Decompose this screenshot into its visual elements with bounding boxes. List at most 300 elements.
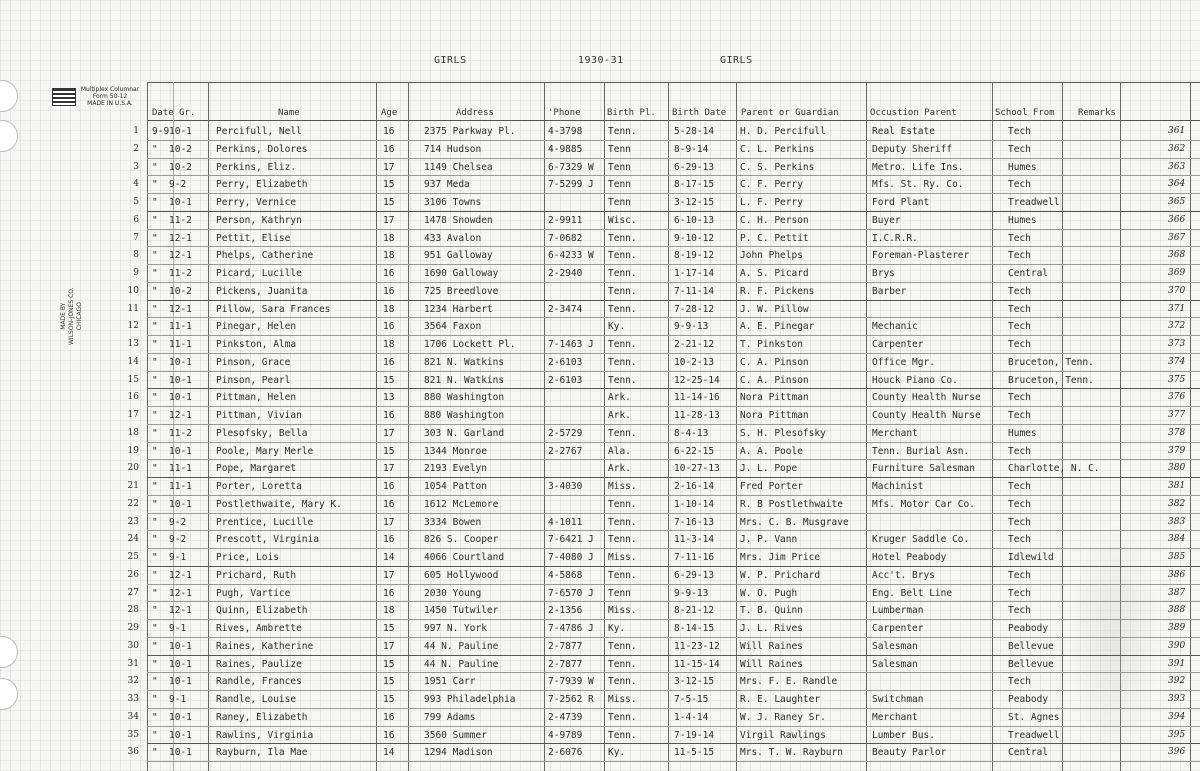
row-grade: 12-1 <box>169 250 192 262</box>
row-date: " <box>152 694 158 705</box>
row-number: 1 <box>133 126 139 136</box>
table-row <box>0 407 1200 425</box>
row-birth-place: Miss. <box>608 481 637 492</box>
table-row <box>0 283 1200 301</box>
row-parent: C. A. Pinson <box>740 356 809 368</box>
row-birth-date: 1-17-14 <box>674 268 715 279</box>
row-occupation: Machinist <box>872 481 924 492</box>
row-school: Tech <box>1008 676 1031 688</box>
row-number: 27 <box>127 587 139 598</box>
row-age: 17 <box>383 427 395 439</box>
row-birth-place: Tenn. <box>608 250 637 262</box>
row-date: " <box>152 392 158 404</box>
row-occupation: Mfs. St. Ry. Co. <box>872 179 964 191</box>
row-grade: 11-1 <box>169 321 192 333</box>
row-date: " <box>152 427 158 439</box>
row-occupation: Merchant <box>872 427 918 439</box>
row-grade: 11-2 <box>169 427 192 439</box>
row-number: 2 <box>133 143 139 154</box>
row-grade: 10-2 <box>169 143 192 155</box>
row-age: 16 <box>383 268 395 279</box>
row-age: 18 <box>383 303 395 315</box>
row-name: Porter, Loretta <box>216 481 302 492</box>
row-date: " <box>152 676 158 688</box>
row-number: 3 <box>133 161 139 172</box>
row-age: 18 <box>383 605 395 617</box>
row-date: " <box>152 623 158 634</box>
row-record-id: 379 <box>1168 445 1186 456</box>
row-phone: 2-2767 <box>548 445 583 457</box>
row-grade: 9-1 <box>169 694 187 705</box>
row-date: " <box>152 268 158 279</box>
row-date: " <box>152 481 158 492</box>
row-parent: C. F. Perry <box>740 179 803 191</box>
row-name: Pinson, Pearl <box>216 374 291 386</box>
row-parent: W. J. Raney Sr. <box>740 711 826 723</box>
row-record-id: 365 <box>1168 197 1186 207</box>
row-age: 15 <box>383 374 395 386</box>
table-row <box>0 176 1200 194</box>
row-record-id: 386 <box>1168 569 1186 580</box>
row-number: 33 <box>127 694 139 704</box>
row-grade: 10-1 <box>169 374 192 386</box>
row-birth-place: Tenn. <box>608 374 637 386</box>
row-number: 14 <box>127 356 139 367</box>
row-birth-place: Tenn. <box>608 676 637 688</box>
row-record-id: 385 <box>1168 552 1186 562</box>
row-grade: 9-2 <box>169 534 187 546</box>
row-parent: S. H. Plesofsky <box>740 427 826 439</box>
row-address: 880 Washington <box>424 392 505 404</box>
rule-line <box>147 82 1200 83</box>
table-row <box>0 301 1200 319</box>
row-phone: 6-4233 W <box>548 250 594 262</box>
row-school: Humes <box>1008 161 1037 173</box>
row-birth-date: 3-12-15 <box>674 197 715 208</box>
row-school: Bellevue <box>1008 640 1054 652</box>
row-school: Tech <box>1008 605 1031 617</box>
table-row <box>0 709 1200 727</box>
row-phone: 4-9885 <box>548 143 583 155</box>
row-phone: 2-6103 <box>548 356 583 368</box>
row-parent: A. E. Pinegar <box>740 321 815 333</box>
row-birth-date: 8-9-14 <box>674 143 709 155</box>
row-date: " <box>152 445 158 457</box>
row-name: Raney, Elizabeth <box>216 711 308 723</box>
row-birth-place: Tenn <box>608 197 631 208</box>
row-birth-date: 9-9-13 <box>674 321 709 333</box>
row-parent: A. S. Picard <box>740 268 809 279</box>
row-grade: 11-1 <box>169 463 192 475</box>
row-grade: 12-1 <box>169 569 192 581</box>
row-record-id: 373 <box>1168 339 1186 349</box>
row-address: 1706 Lockett Pl. <box>424 339 516 350</box>
row-record-id: 366 <box>1168 214 1186 225</box>
row-grade: 9-1 <box>169 552 187 563</box>
row-number: 28 <box>127 605 139 616</box>
row-number: 20 <box>127 463 139 474</box>
row-birth-place: Tenn. <box>608 569 637 581</box>
row-parent: C. A. Pinson <box>740 374 809 386</box>
row-birth-date: 11-15-14 <box>674 658 720 670</box>
row-birth-date: 8-21-12 <box>674 605 715 617</box>
row-date: " <box>152 534 158 546</box>
row-address: 1294 Madison <box>424 747 493 759</box>
row-occupation: Salesman <box>872 640 918 652</box>
table-row <box>0 496 1200 514</box>
row-grade: 12-1 <box>169 587 192 599</box>
row-school: Tech <box>1008 516 1031 528</box>
col-header-school-from: School From <box>995 108 1055 118</box>
table-row <box>0 318 1200 336</box>
table-row <box>0 336 1200 354</box>
row-number: 6 <box>133 214 139 225</box>
col-header-address: Address <box>456 108 494 118</box>
row-occupation: Merchant <box>872 711 918 723</box>
row-school: Tech <box>1008 569 1031 581</box>
row-parent: Nora Pittman <box>740 410 809 421</box>
row-grade: 10-1 <box>169 640 192 652</box>
row-birth-date: 11-28-13 <box>674 410 720 421</box>
row-parent: C. H. Person <box>740 214 809 226</box>
row-phone: 4-1011 <box>548 516 583 528</box>
row-phone: 7-6421 J <box>548 534 594 546</box>
row-birth-date: 7-19-14 <box>674 729 715 741</box>
row-age: 14 <box>383 552 395 563</box>
row-address: 725 Breedlove <box>424 285 499 297</box>
row-birth-date: 7-16-13 <box>674 516 715 528</box>
row-record-id: 382 <box>1168 498 1186 509</box>
row-age: 16 <box>383 126 395 137</box>
row-birth-date: 6-29-13 <box>674 161 715 173</box>
row-name: Poole, Mary Merle <box>216 445 314 457</box>
row-birth-place: Tenn. <box>608 427 637 439</box>
table-row <box>0 425 1200 443</box>
row-name: Rives, Ambrette <box>216 623 302 634</box>
row-birth-place: Tenn. <box>608 126 637 137</box>
row-address: 937 Meda <box>424 179 470 191</box>
row-birth-date: 2-21-12 <box>674 339 715 350</box>
row-occupation: I.C.R.R. <box>872 232 918 244</box>
row-name: Pinegar, Helen <box>216 321 297 333</box>
row-school: Tech <box>1008 339 1031 350</box>
row-birth-date: 9-10-12 <box>674 232 715 244</box>
row-birth-date: 6-22-15 <box>674 445 715 457</box>
rule-line <box>147 120 1200 121</box>
row-parent: Will Raines <box>740 640 803 652</box>
row-number: 26 <box>127 569 139 580</box>
row-age: 15 <box>383 197 395 208</box>
row-record-id: 388 <box>1168 605 1186 616</box>
row-phone: 7-5299 J <box>548 179 594 191</box>
row-age: 16 <box>383 711 395 723</box>
row-age: 15 <box>383 658 395 670</box>
row-address: 714 Hudson <box>424 143 482 155</box>
row-school: Bruceton, Tenn. <box>1008 374 1094 386</box>
row-grade: 11-2 <box>169 268 192 279</box>
header-year: 1930-31 <box>578 55 624 66</box>
row-school: Tech <box>1008 285 1031 297</box>
row-phone: 2-1356 <box>548 605 583 617</box>
table-row <box>0 372 1200 390</box>
row-parent: Mrs. Jim Price <box>740 552 821 563</box>
row-birth-place: Wisc. <box>608 214 637 226</box>
row-occupation: Buyer <box>872 214 901 226</box>
row-school: Tech <box>1008 321 1031 333</box>
row-grade: 12-1 <box>169 303 192 315</box>
row-parent: R. E. Laughter <box>740 694 821 705</box>
row-birth-date: 6-29-13 <box>674 569 715 581</box>
form-label: Multiplex Columnar Form 50-12 MADE IN U.S.A. <box>80 86 140 107</box>
row-number: 11 <box>127 303 139 314</box>
row-phone: 7-0682 <box>548 232 583 244</box>
row-date: " <box>152 498 158 510</box>
row-name: Plesofsky, Bella <box>216 427 308 439</box>
row-birth-place: Ky. <box>608 747 626 759</box>
col-header-birth-date: Birth Date <box>672 108 727 118</box>
table-row <box>0 620 1200 638</box>
row-age: 13 <box>383 392 395 404</box>
row-phone: 2-6076 <box>548 747 583 759</box>
row-date: " <box>152 250 158 262</box>
row-age: 18 <box>383 339 395 350</box>
row-parent: P. C. Pettit <box>740 232 809 244</box>
row-number: 34 <box>127 711 139 722</box>
row-name: Pinkston, Alma <box>216 339 297 350</box>
row-record-id: 362 <box>1168 143 1186 154</box>
row-record-id: 394 <box>1168 711 1186 722</box>
row-school: Tech <box>1008 232 1031 244</box>
row-school: Central <box>1008 747 1049 759</box>
row-school: Bruceton, Tenn. <box>1008 356 1094 368</box>
table-row <box>0 602 1200 620</box>
row-address: 433 Avalon <box>424 232 482 244</box>
row-number: 18 <box>127 427 139 438</box>
table-row <box>0 354 1200 372</box>
row-age: 15 <box>383 694 395 705</box>
row-birth-date: 5-28-14 <box>674 126 715 137</box>
row-phone: 7-6570 J <box>548 587 594 599</box>
row-phone: 7-7939 W <box>548 676 594 688</box>
row-address: 4066 Courtland <box>424 552 505 563</box>
row-address: 3564 Faxon <box>424 321 482 333</box>
row-number: 10 <box>127 285 139 296</box>
row-parent: Mrs. F. E. Randle <box>740 676 838 688</box>
row-number: 35 <box>127 729 139 740</box>
row-grade: 10-1 <box>169 126 192 137</box>
row-occupation: Foreman-Plasterer <box>872 250 970 262</box>
row-parent: C. L. Perkins <box>740 143 815 155</box>
row-age: 15 <box>383 445 395 457</box>
row-parent: Mrs. T. W. Rayburn <box>740 747 843 759</box>
row-record-id: 390 <box>1168 640 1186 651</box>
row-address: 1234 Harbert <box>424 303 493 315</box>
row-number: 13 <box>127 339 139 349</box>
row-address: 44 N. Pauline <box>424 658 499 670</box>
row-occupation: Brys <box>872 268 895 279</box>
row-parent: Virgil Rawlings <box>740 729 826 741</box>
row-school: Tech <box>1008 481 1031 492</box>
row-date: " <box>152 303 158 315</box>
row-school: Tech <box>1008 445 1031 457</box>
table-row <box>0 585 1200 603</box>
row-date: " <box>152 640 158 652</box>
row-record-id: 377 <box>1168 410 1186 420</box>
col-header-name: Name <box>278 108 300 118</box>
row-school: Tech <box>1008 250 1031 262</box>
row-grade: 11-1 <box>169 481 192 492</box>
row-grade: 10-1 <box>169 729 192 741</box>
row-occupation: County Health Nurse <box>872 410 981 421</box>
row-birth-place: Miss. <box>608 605 637 617</box>
row-occupation: Kruger Saddle Co. <box>872 534 970 546</box>
row-parent: H. D. Percifull <box>740 126 826 137</box>
row-grade: 12-1 <box>169 232 192 244</box>
row-birth-date: 12-25-14 <box>674 374 720 386</box>
row-birth-date: 7-11-16 <box>674 552 715 563</box>
row-grade: 12-1 <box>169 605 192 617</box>
row-number: 9 <box>133 268 139 278</box>
row-address: 799 Adams <box>424 711 476 723</box>
row-parent: A. A. Poole <box>740 445 803 457</box>
row-school: Tech <box>1008 392 1031 404</box>
row-number: 22 <box>127 498 139 509</box>
row-birth-place: Tenn. <box>608 516 637 528</box>
row-school: Treadwell <box>1008 197 1060 208</box>
table-row <box>0 673 1200 691</box>
row-name: Randle, Frances <box>216 676 302 688</box>
row-name: Pillow, Sara Frances <box>216 303 331 315</box>
row-name: Rawlins, Virginia <box>216 729 314 741</box>
row-grade: 12-1 <box>169 410 192 421</box>
row-number: 17 <box>127 410 139 420</box>
row-birth-date: 8-14-15 <box>674 623 715 634</box>
row-name: Perkins, Eliz. <box>216 161 297 173</box>
row-address: 1612 McLemore <box>424 498 499 510</box>
table-row <box>0 744 1200 762</box>
row-birth-place: Tenn. <box>608 498 637 510</box>
row-occupation: Switchman <box>872 694 924 705</box>
row-birth-date: 7-28-12 <box>674 303 715 315</box>
row-birth-date: 7-11-14 <box>674 285 715 297</box>
row-name: Prentice, Lucille <box>216 516 314 528</box>
table-row <box>0 212 1200 230</box>
row-parent: R. F. Pickens <box>740 285 815 297</box>
row-address: 880 Washington <box>424 410 505 421</box>
row-birth-date: 3-12-15 <box>674 676 715 688</box>
row-address: 1478 Snowden <box>424 214 493 226</box>
row-date: " <box>152 356 158 368</box>
row-occupation: Tenn. Burial Asn. <box>872 445 970 457</box>
row-address: 3106 Towns <box>424 197 482 208</box>
row-date: " <box>152 214 158 226</box>
row-birth-date: 1-4-14 <box>674 711 709 723</box>
row-address: 826 S. Cooper <box>424 534 499 546</box>
row-occupation: Hotel Peabody <box>872 552 947 563</box>
row-phone: 4-5868 <box>548 569 583 581</box>
row-occupation: Mechanic <box>872 321 918 333</box>
row-address: 3560 Summer <box>424 729 487 741</box>
row-occupation: Lumber Bus. <box>872 729 935 741</box>
row-address: 303 N. Garland <box>424 427 505 439</box>
row-date: " <box>152 179 158 191</box>
row-number: 8 <box>133 250 139 261</box>
row-school: Tech <box>1008 143 1031 155</box>
row-school: Tech <box>1008 534 1031 546</box>
row-address: 1054 Patton <box>424 481 487 492</box>
row-grade: 10-1 <box>169 658 192 670</box>
rule-line <box>147 761 1200 762</box>
row-name: Phelps, Catherine <box>216 250 314 262</box>
row-birth-date: 8-4-13 <box>674 427 709 439</box>
row-record-id: 384 <box>1168 534 1186 545</box>
row-date: " <box>152 516 158 528</box>
row-birth-date: 1-10-14 <box>674 498 715 510</box>
row-record-id: 361 <box>1168 126 1186 136</box>
row-school: Idlewild <box>1008 552 1054 563</box>
row-date: " <box>152 410 158 421</box>
row-birth-place: Tenn. <box>608 303 637 315</box>
row-age: 16 <box>383 356 395 368</box>
row-date: " <box>152 605 158 617</box>
row-name: Raines, Paulize <box>216 658 302 670</box>
row-age: 18 <box>383 250 395 262</box>
row-grade: 10-1 <box>169 498 192 510</box>
row-phone: 3-4030 <box>548 481 583 492</box>
binder-hole <box>0 80 18 112</box>
row-occupation: Real Estate <box>872 126 935 137</box>
row-birth-place: Tenn. <box>608 339 637 350</box>
row-birth-date: 9-9-13 <box>674 587 709 599</box>
maker-label: MADE BY WILSON-JONES CO. CHICAGO <box>60 287 83 345</box>
row-age: 15 <box>383 623 395 634</box>
row-address: 2375 Parkway Pl. <box>424 126 516 137</box>
row-phone: 2-4739 <box>548 711 583 723</box>
row-name: Postlethwaite, Mary K. <box>216 498 342 510</box>
row-grade: 11-2 <box>169 214 192 226</box>
table-row <box>0 230 1200 248</box>
row-number: 24 <box>127 534 139 545</box>
row-parent: W. O. Pugh <box>740 587 798 599</box>
row-age: 16 <box>383 587 395 599</box>
row-school: Tech <box>1008 126 1031 137</box>
table-row <box>0 691 1200 709</box>
row-record-id: 380 <box>1168 463 1186 474</box>
row-parent: John Phelps <box>740 250 803 262</box>
row-birth-date: 2-16-14 <box>674 481 715 492</box>
row-record-id: 389 <box>1168 623 1186 633</box>
table-row <box>0 159 1200 177</box>
row-number: 5 <box>133 197 139 207</box>
table-row <box>0 638 1200 656</box>
row-record-id: 396 <box>1168 747 1186 758</box>
row-address: 1344 Monroe <box>424 445 487 457</box>
row-date: " <box>152 197 158 208</box>
row-parent: T. B. Quinn <box>740 605 803 617</box>
row-age: 18 <box>383 232 395 244</box>
row-school: Peabody <box>1008 623 1049 634</box>
table-row <box>0 478 1200 496</box>
row-date: " <box>152 161 158 173</box>
row-address: 1690 Galloway <box>424 268 499 279</box>
row-record-id: 375 <box>1168 374 1186 385</box>
row-age: 15 <box>383 676 395 688</box>
multiplex-logo-icon <box>52 88 76 106</box>
row-parent: T. Pinkston <box>740 339 803 350</box>
row-date: " <box>152 658 158 670</box>
row-phone: 4-3798 <box>548 126 583 137</box>
row-phone: 2-2940 <box>548 268 583 279</box>
